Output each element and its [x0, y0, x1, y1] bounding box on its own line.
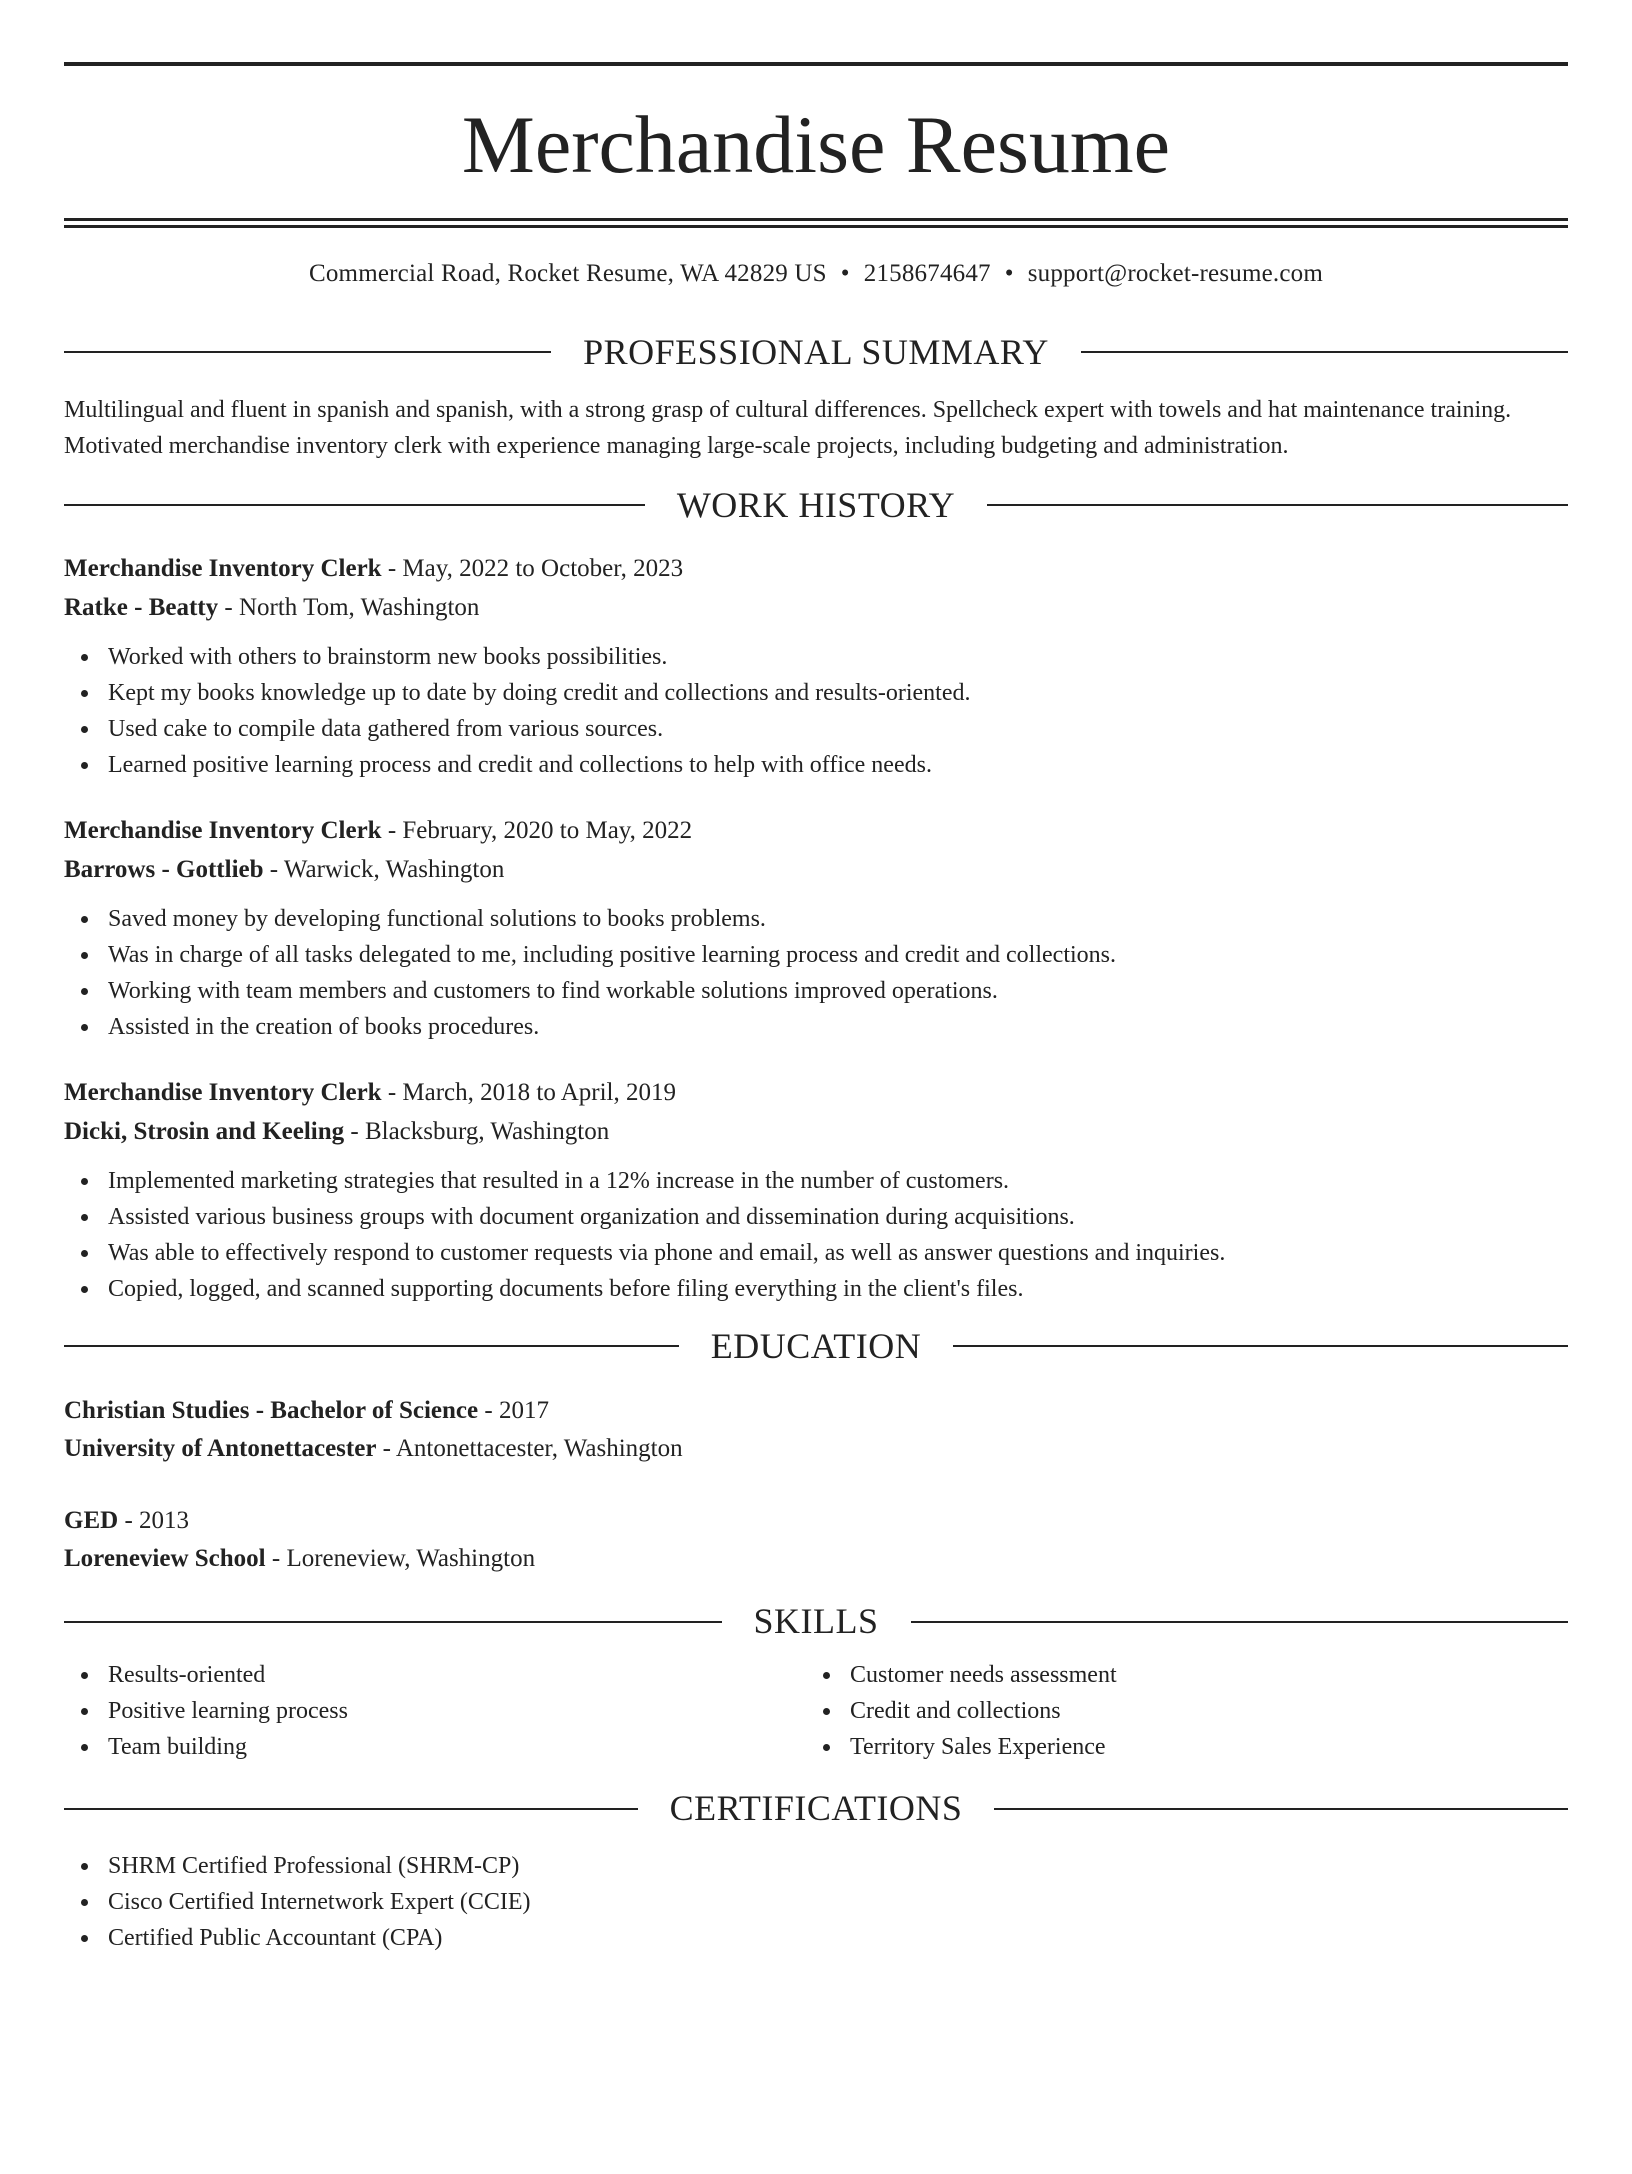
resume-title: Merchandise Resume	[461, 99, 1171, 190]
job-bullet: Used cake to compile data gathered from various sources.	[64, 711, 1568, 747]
certifications-list	[64, 1848, 1568, 1956]
job-bullet: Was able to effectively respond to customer requests via phone and email, as well as answer questions and inquiries.	[64, 1235, 1568, 1271]
degree-year: - 2013	[118, 1507, 190, 1535]
education-list	[64, 1392, 1568, 1578]
job-bullet: Implemented marketing strategies that resulted in a 12% increase in the number of customers.	[64, 1163, 1568, 1199]
job-employer: Ratke - Beatty	[64, 593, 219, 621]
heading-rule	[953, 1345, 1568, 1347]
job-list	[64, 549, 1568, 1307]
certification-item: Cisco Certified Internetwork Expert (CCIE)	[64, 1884, 1568, 1920]
section-heading-label: EDUCATION	[710, 1325, 922, 1366]
degree-name: GED	[64, 1507, 119, 1535]
job-title: Merchandise Inventory Clerk	[64, 1078, 382, 1106]
contact-address: Commercial Road, Rocket Resume, WA 42829 US	[308, 260, 827, 287]
section-heading-summary	[64, 331, 1568, 374]
school-line	[64, 1430, 1568, 1468]
skill-item: Credit and collections	[806, 1693, 1568, 1729]
job-title: Merchandise Inventory Clerk	[64, 816, 382, 844]
job-bullet: Assisted various business groups with document organization and dissemination during acquisitions.	[64, 1199, 1568, 1235]
job-employer-line	[64, 588, 1568, 627]
contact-email: support@rocket-resume.com	[1027, 260, 1323, 287]
job-dates: - March, 2018 to April, 2019	[381, 1078, 676, 1106]
school-name: University of Antonettacester	[64, 1435, 377, 1463]
job-title-line	[64, 1073, 1568, 1112]
skills-list	[64, 1657, 806, 1765]
job-title-line	[64, 811, 1568, 850]
skills-column-left	[64, 1657, 806, 1765]
job-entry	[64, 549, 1568, 783]
contact-separator: •	[1004, 260, 1014, 287]
job-bullets	[64, 901, 1568, 1045]
degree-line	[64, 1502, 1568, 1540]
job-dates: - May, 2022 to October, 2023	[381, 554, 684, 582]
heading-rule	[64, 504, 645, 506]
heading-rule	[994, 1808, 1568, 1810]
contact-phone: 2158674647	[863, 260, 991, 287]
heading-rule	[987, 504, 1568, 506]
education-entry	[64, 1502, 1568, 1578]
heading-rule	[64, 1621, 722, 1623]
job-entry	[64, 1073, 1568, 1307]
job-bullet: Working with team members and customers to find workable solutions improved operations.	[64, 973, 1568, 1009]
skill-item: Customer needs assessment	[806, 1657, 1568, 1693]
job-location: - North Tom, Washington	[218, 593, 480, 621]
skill-item: Results-oriented	[64, 1657, 806, 1693]
section-heading-certifications	[64, 1787, 1568, 1830]
resume-page	[0, 62, 1632, 2174]
top-rule	[64, 62, 1568, 66]
certification-item: Certified Public Accountant (CPA)	[64, 1920, 1568, 1956]
heading-rule	[64, 1808, 638, 1810]
job-bullet: Was in charge of all tasks delegated to me, including positive learning process and credit and collections.	[64, 937, 1568, 973]
job-dates: - February, 2020 to May, 2022	[381, 816, 693, 844]
skills-grid	[64, 1657, 1568, 1765]
degree-name: Christian Studies - Bachelor of Science	[64, 1397, 479, 1425]
section-heading-skills	[64, 1600, 1568, 1643]
job-title: Merchandise Inventory Clerk	[64, 554, 382, 582]
skills-list	[806, 1657, 1568, 1765]
heading-rule	[1081, 351, 1568, 353]
certification-item: SHRM Certified Professional (SHRM-CP)	[64, 1848, 1568, 1884]
section-heading-label: CERTIFICATIONS	[669, 1788, 963, 1829]
job-bullet: Worked with others to brainstorm new books possibilities.	[64, 639, 1568, 675]
job-bullet: Copied, logged, and scanned supporting documents before filing everything in the client's files.	[64, 1271, 1568, 1307]
school-location: - Antonettacester, Washington	[376, 1435, 683, 1463]
skills-column-right	[806, 1657, 1568, 1765]
job-employer-line	[64, 1112, 1568, 1151]
summary-text: Multilingual and fluent in spanish and spanish, with a strong grasp of cultural differences. Spellcheck expert with towels and hat maintenance training. Motivated merchandise inventory clerk with experience managing large-scale projects, including budgeting and administration.	[64, 396, 1512, 459]
job-employer: Dicki, Strosin and Keeling	[64, 1117, 345, 1145]
school-location: - Loreneview, Washington	[265, 1545, 536, 1573]
section-heading-label: SKILLS	[753, 1601, 879, 1642]
title-double-rule	[64, 218, 1568, 228]
skill-item: Positive learning process	[64, 1693, 806, 1729]
education-entry	[64, 1392, 1568, 1468]
degree-line	[64, 1392, 1568, 1430]
section-heading-label: PROFESSIONAL SUMMARY	[583, 331, 1049, 372]
job-location: - Warwick, Washington	[263, 855, 505, 883]
job-employer: Barrows - Gottlieb	[64, 855, 264, 883]
skill-item: Territory Sales Experience	[806, 1729, 1568, 1765]
heading-rule	[64, 1345, 679, 1347]
job-bullets	[64, 639, 1568, 783]
school-name: Loreneview School	[64, 1545, 266, 1573]
section-heading-label: WORK HISTORY	[676, 484, 956, 525]
job-entry	[64, 811, 1568, 1045]
section-heading-education	[64, 1325, 1568, 1368]
job-bullet: Learned positive learning process and credit and collections to help with office needs.	[64, 747, 1568, 783]
job-title-line	[64, 549, 1568, 588]
heading-rule	[911, 1621, 1569, 1623]
contact-separator: •	[840, 260, 850, 287]
job-bullet: Saved money by developing functional solutions to books problems.	[64, 901, 1568, 937]
job-employer-line	[64, 850, 1568, 889]
heading-rule	[64, 351, 551, 353]
skill-item: Team building	[64, 1729, 806, 1765]
job-bullets	[64, 1163, 1568, 1307]
degree-year: - 2017	[478, 1397, 549, 1425]
job-bullet: Kept my books knowledge up to date by doing credit and collections and results-oriented.	[64, 675, 1568, 711]
section-heading-work-history	[64, 484, 1568, 527]
school-line	[64, 1540, 1568, 1578]
job-location: - Blacksburg, Washington	[344, 1117, 610, 1145]
job-bullet: Assisted in the creation of books procedures.	[64, 1009, 1568, 1045]
contact-line	[64, 258, 1568, 291]
